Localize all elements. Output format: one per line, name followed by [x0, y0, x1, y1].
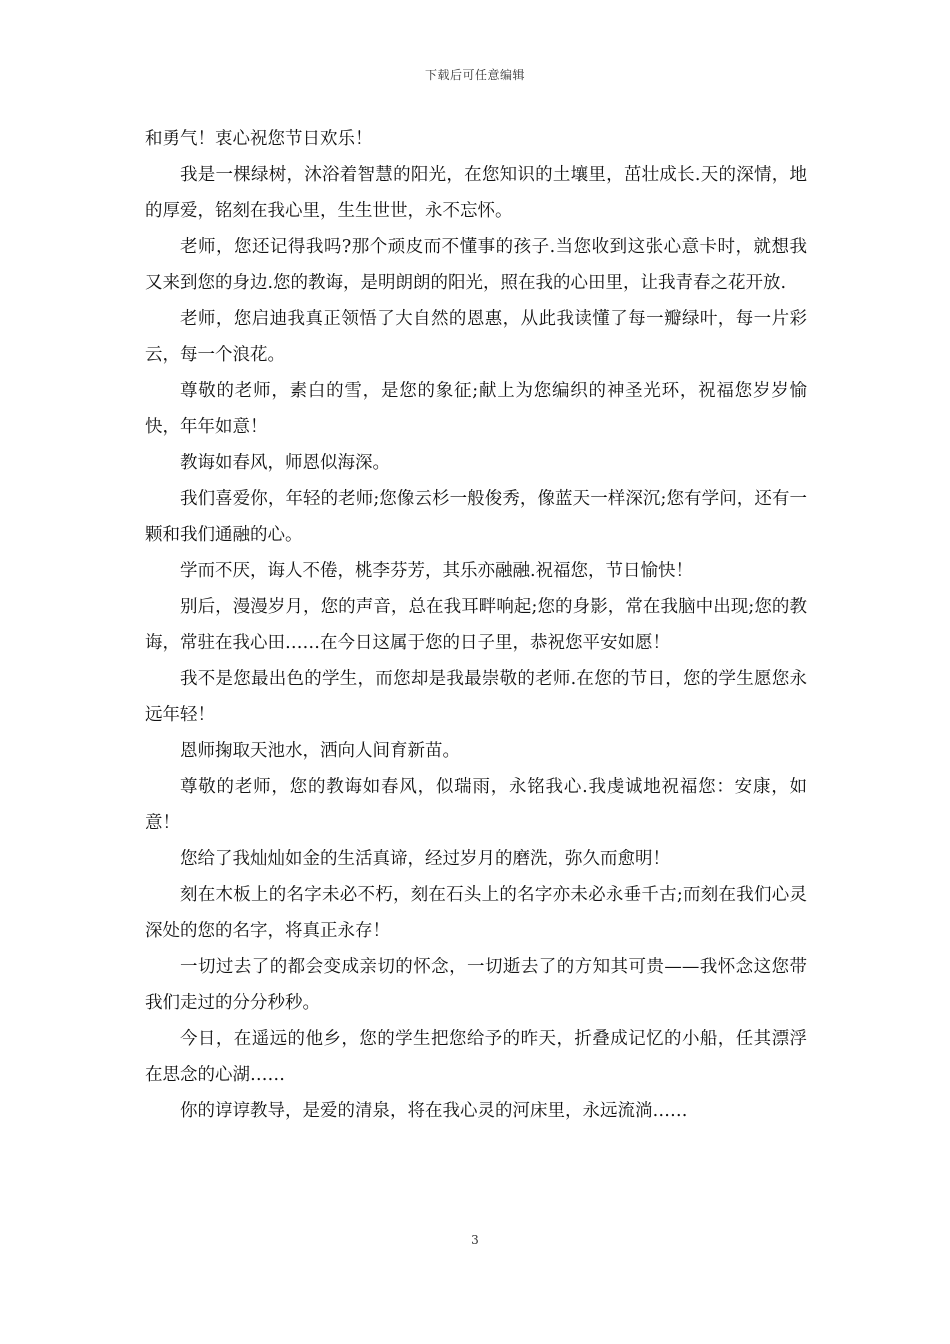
- paragraph: 尊敬的老师，素白的雪，是您的象征;献上为您编织的神圣光环，祝福您岁岁愉快，年年如意！: [145, 381, 807, 437]
- paragraph: 恩师掬取天池水，洒向人间育新苗。: [180, 741, 460, 761]
- paragraph: 别后，漫漫岁月，您的声音，总在我耳畔响起;您的身影，常在我脑中出现;您的教诲，常驻在我心田……在今日这属于您的日子里，恭祝您平安如愿！: [145, 597, 807, 653]
- paragraph: 今日，在遥远的他乡，您的学生把您给予的昨天，折叠成记忆的小船，任其漂浮在思念的心湖……: [145, 1029, 807, 1085]
- paragraph: 我们喜爱你，年轻的老师;您像云杉一般俊秀，像蓝天一样深沉;您有学问，还有一颗和我们通融的心。: [145, 489, 807, 545]
- paragraph: 老师，您还记得我吗?那个顽皮而不懂事的孩子.当您收到这张心意卡时，就想我又来到您的身边.您的教诲，是明朗朗的阳光，照在我的心田里，让我青春之花开放.: [145, 237, 807, 293]
- paragraph: 教诲如春风，师恩似海深。: [180, 453, 390, 473]
- paragraph: 你的谆谆教导，是爱的清泉，将在我心灵的河床里，永远流淌……: [180, 1101, 688, 1121]
- page-header: 下载后可任意编辑: [424, 68, 525, 82]
- paragraph: 学而不厌，诲人不倦，桃李芬芳，其乐亦融融.祝福您，节日愉快！: [180, 561, 694, 581]
- paragraph: 一切过去了的都会变成亲切的怀念，一切逝去了的方知其可贵——我怀念这您带我们走过的分分秒秒。: [145, 957, 807, 1013]
- paragraph: 尊敬的老师，您的教诲如春风，似瑞雨，永铭我心.我虔诚地祝福您：安康，如意！: [145, 777, 807, 833]
- paragraph: 我不是您最出色的学生，而您却是我最崇敬的老师.在您的节日，您的学生愿您永远年轻！: [145, 669, 807, 725]
- document-body: [145, 121, 807, 1129]
- paragraph: 老师，您启迪我真正领悟了大自然的恩惠，从此我读懂了每一瓣绿叶，每一片彩云，每一个浪花。: [145, 309, 807, 365]
- paragraph: 我是一棵绿树，沐浴着智慧的阳光，在您知识的土壤里，茁壮成长.天的深情，地的厚爱，铭刻在我心里，生生世世，永不忘怀。: [145, 165, 807, 221]
- paragraph: 刻在木板上的名字未必不朽，刻在石头上的名字亦未必永垂千古;而刻在我们心灵深处的您的名字，将真正永存！: [145, 885, 807, 941]
- page-number: 3: [471, 1233, 479, 1247]
- paragraph: 和勇气！衷心祝您节日欢乐！: [145, 129, 373, 149]
- paragraph: 您给了我灿灿如金的生活真谛，经过岁月的磨洗，弥久而愈明！: [180, 849, 670, 869]
